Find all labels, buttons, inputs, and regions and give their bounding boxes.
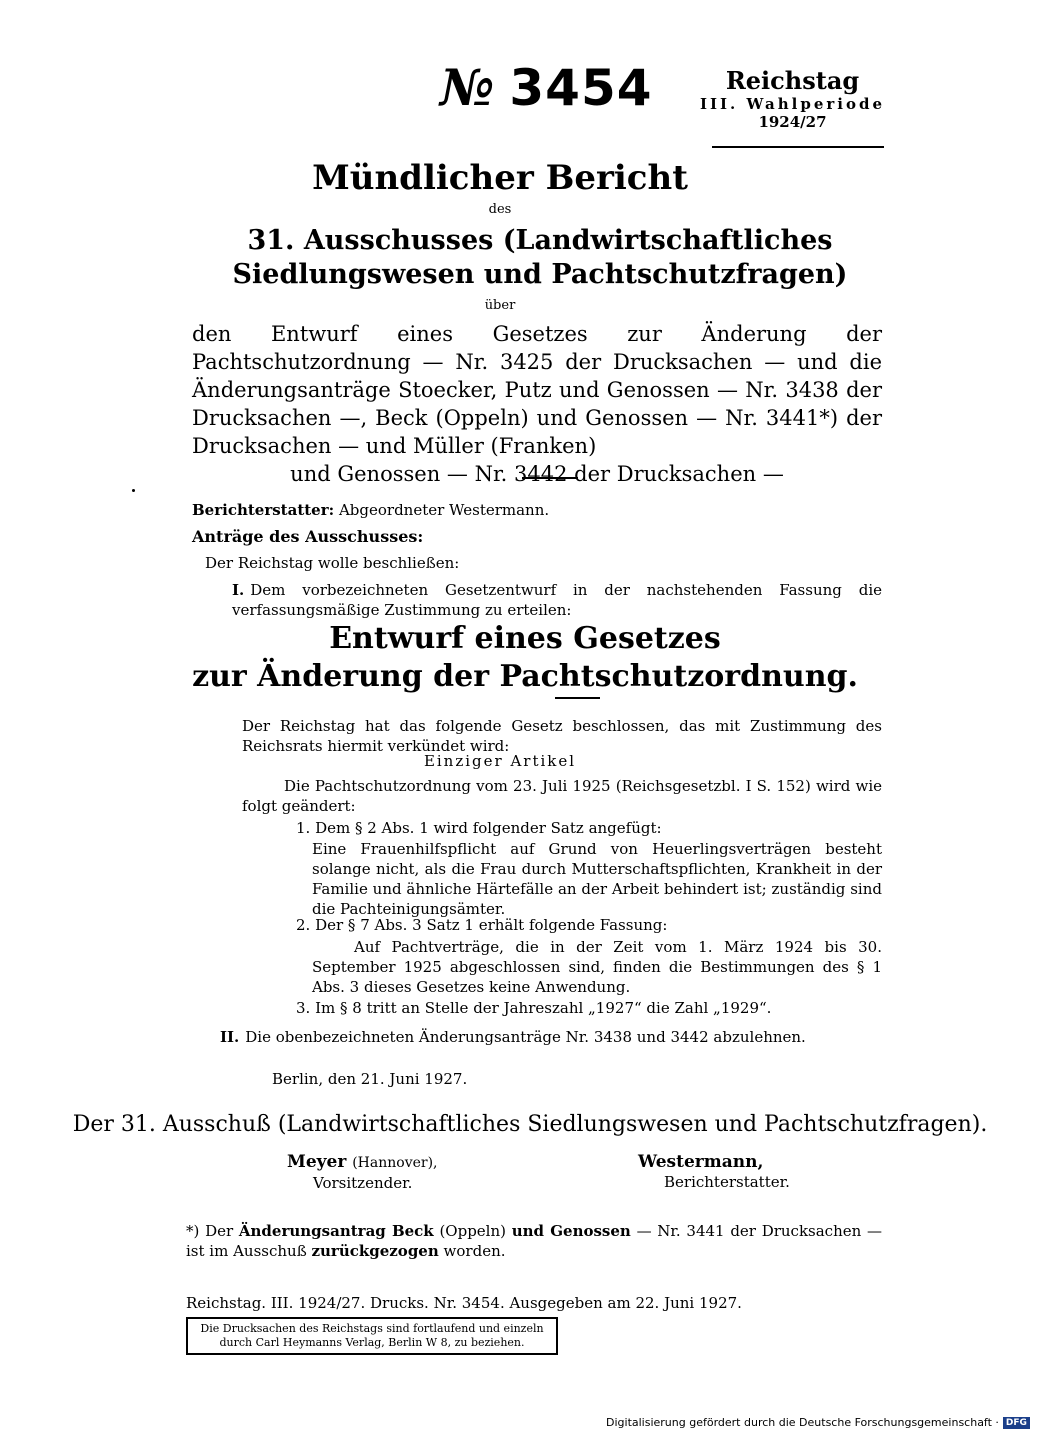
- committee-signature: Der 31. Ausschuß (Landwirtschaftliches Siedlungswesen und Pachtschutzfragen).: [72, 1112, 988, 1137]
- reporter-line: [192, 500, 549, 520]
- amendment-intro: Die Pachtschutzordnung vom 23. Juli 1925 (Reichsgesetzbl. I S. 152) wird wie folgt geändert:: [242, 777, 882, 815]
- session-info: [700, 66, 885, 131]
- law-title-line-1: Entwurf eines Gesetzes: [329, 621, 721, 656]
- connector-ueber: über: [484, 298, 516, 313]
- document-number: [440, 58, 653, 117]
- number-sign: №: [440, 58, 496, 117]
- reporter-value: Abgeordneter Westermann.: [338, 501, 550, 519]
- amendment-item-2-text: Auf Pachtverträge, die in der Zeit vom 1. März 1924 bis 30. September 1925 abgeschlossen sind, finden die Bestimmungen des § 1 Abs. 3 dieses Gesetzes keine Anwendung.: [312, 938, 882, 996]
- parliament-name: Reichstag: [725, 66, 860, 95]
- subject-text: den Entwurf eines Gesetzes zur Änderung der Pachtschutzordnung — Nr. 3425 der Drucksachen — und die Änderungsanträge Stoecker, Putz und Genossen — Nr. 3438 der Drucksachen —, Beck (Oppeln) und Genossen — Nr. 3441*) der Drucksachen — und Müller (Franken): [192, 322, 882, 458]
- chair-name: Meyer: [287, 1152, 347, 1172]
- legislative-period: III. Wahlperiode: [700, 95, 886, 113]
- point-number: I.: [232, 581, 245, 599]
- reporter-role: Berichterstatter.: [664, 1173, 790, 1191]
- point-text: Dem vorbezeichneten Gesetzentwurf in der nachstehenden Fassung die verfassungsmäßige Zustimmung zu erteilen:: [232, 581, 882, 619]
- footnote-bold-1: Änderungsantrag Beck: [238, 1222, 434, 1240]
- dfg-logo: DFG: [1003, 1417, 1030, 1429]
- point-text: Die obenbezeichneten Änderungsanträge Nr. 3438 und 3442 abzulehnen.: [245, 1028, 806, 1046]
- report-subject: [192, 320, 882, 488]
- imprint-line: Reichstag. III. 1924/27. Drucks. Nr. 3454. Ausgegeben am 22. Juni 1927.: [186, 1294, 742, 1312]
- chair-signature: [287, 1152, 438, 1193]
- law-divider: [555, 697, 600, 699]
- motions-heading: Anträge des Ausschusses:: [192, 527, 424, 546]
- session-years: 1924/27: [758, 113, 827, 131]
- connector-des: des: [488, 202, 512, 217]
- enactment-clause: Der Reichstag hat das folgende Gesetz beschlossen, das mit Zustimmung des Reichsrats hiermit verkündet wird:: [242, 717, 882, 755]
- motion-point-2: [220, 1027, 806, 1047]
- scan-credit: [606, 1416, 1030, 1429]
- footnote-end: worden.: [443, 1242, 506, 1260]
- chair-role: Vorsitzender.: [313, 1174, 413, 1192]
- amendment-item-2: 2. Der § 7 Abs. 3 Satz 1 erhält folgende Fassung:: [296, 916, 668, 934]
- article-heading: Einziger Artikel: [423, 752, 577, 770]
- publisher-notice: Die Drucksachen des Reichstags sind fortlaufend und einzeln durch Carl Heymanns Verlag, Berlin W 8, zu beziehen.: [186, 1317, 558, 1355]
- law-title: [0, 620, 1050, 696]
- number-value: 3454: [509, 59, 653, 117]
- reporter-signature: [638, 1152, 790, 1192]
- subject-text-end: und Genossen — Nr. 3442 der Drucksachen —: [290, 462, 784, 486]
- footnote-bold-3: zurückgezogen: [311, 1242, 439, 1260]
- point-number: II.: [220, 1028, 240, 1046]
- scan-speck: [132, 489, 135, 492]
- amendment-item-1-text: Eine Frauenhilfspflicht auf Grund von Heuerlingsverträgen besteht solange nicht, als die Frau durch Mutterschaftspflichten, Krankheit in der Familie und ähnliche Härtefälle an der Arbeit behindert ist; zuständig sind die Pachteinigungsämter.: [312, 840, 882, 918]
- scan-credit-text: Digitalisierung gefördert durch die Deutsche Forschungsgemeinschaft ·: [606, 1416, 999, 1429]
- footnote-bold-2: und Genossen: [511, 1222, 631, 1240]
- resolve-line: Der Reichstag wolle beschließen:: [205, 554, 460, 572]
- footnote: [186, 1221, 882, 1261]
- law-title-line-2: zur Änderung der Pachtschutzordnung.: [192, 659, 858, 694]
- motion-point-1: [232, 580, 882, 620]
- amendment-item-1: 1. Dem § 2 Abs. 1 wird folgender Satz angefügt:: [296, 819, 662, 837]
- place-date: Berlin, den 21. Juni 1927.: [272, 1070, 468, 1088]
- chair-place: (Hannover),: [352, 1155, 438, 1171]
- report-title: Mündlicher Bericht: [312, 158, 688, 198]
- amendment-item-3: 3. Im § 8 tritt an Stelle der Jahreszahl „1927“ die Zahl „1929“.: [296, 999, 772, 1017]
- session-divider: [712, 146, 884, 148]
- section-divider: [522, 477, 578, 479]
- footnote-mark: *) Der: [186, 1222, 234, 1240]
- reporter-name: Westermann,: [638, 1152, 764, 1172]
- reporter-label: Berichterstatter:: [192, 501, 335, 519]
- footnote-part-2: — Nr. 3441 der Drucksachen — ist im Ausschuß: [186, 1222, 883, 1260]
- footnote-part-1: (Oppeln): [439, 1222, 506, 1240]
- committee-title: 31. Ausschusses (Landwirtschaftliches Siedlungswesen und Pachtschutzfragen): [232, 225, 848, 290]
